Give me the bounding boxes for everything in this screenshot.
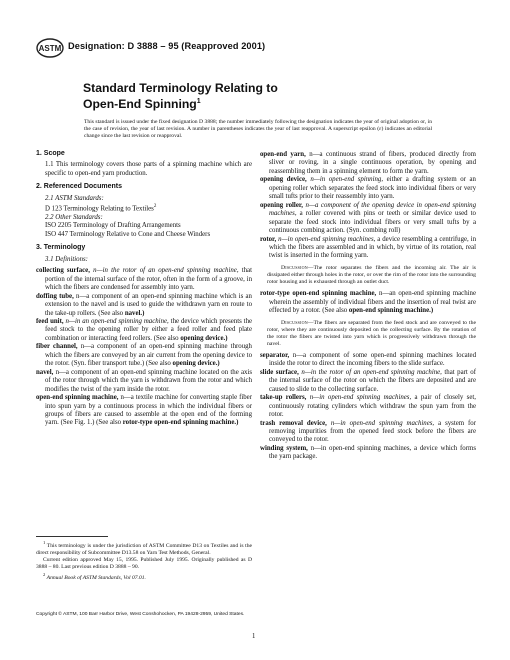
term-open-end-yarn: open-end yarn, n—a continuous strand of fibers, produced directly from sliver or roving, in a single continuous operation, by opening and reassembling them in a spinning element to form the yarn. bbox=[260, 151, 476, 175]
term-opening-device: opening device, n—in open-end spinning, either a drafting system or an opening roller which separates the feed stock into individual fibers or very small tufts prior to their reassembly into yarn. bbox=[260, 176, 476, 201]
svg-text:ASTM: ASTM bbox=[38, 44, 62, 53]
ref-astm-label: 2.1 ASTM Standards: bbox=[45, 194, 104, 202]
term-doffing-tube: doffing tube, n—a component of an open-end spinning machine which is an extension to the navel and is used to guide the withdrawn yarn en route to the take-up rollers. (See also navel.) bbox=[36, 292, 252, 317]
page-title bbox=[83, 81, 278, 111]
section-scope-heading: 1. Scope bbox=[36, 150, 65, 157]
footnote-1: $^1$ This terminology is under the jurisdiction of ASTM Committee D13 on Textiles and is the direct responsibility of Subcommittee D13.58 on Yarn Test Methods, General. bbox=[36, 540, 252, 556]
section-terminology-heading: 3. Terminology bbox=[36, 244, 86, 252]
footnote-1-edition: Current edition approved May 15, 1995. Published July 1995. Originally published as D 3888 – 80. Last previous edition D 3888 – 90. bbox=[36, 557, 252, 571]
right-column bbox=[260, 151, 476, 462]
scope-text: 1.1 This terminology covers those parts of a spinning machine which are specific to open-end yarn production. bbox=[45, 161, 252, 177]
ref-iso447: ISO 447 Terminology Relative to Cone and Cheese Winders bbox=[45, 230, 211, 238]
footnote-divider bbox=[36, 536, 108, 537]
term-fiber-channel: fiber channel, n—a component of an open-end spinning machine through which the fibers are conveyed by an air current from the opening device to the rotor. (Syn. fiber transport tube.) (See also opening device.) bbox=[36, 343, 252, 368]
term-open-end-spinning-machine: open-end spinning machine, n—a textile machine for converting staple fiber into spun yarn by a continuous process in which the individual fibers or groups of fibers are caused to assemble at the open end of the forming yarn. (See Fig. 1.) (See also rotor-type open-end spinning machine.) bbox=[36, 394, 253, 427]
astm-logo-icon bbox=[36, 38, 64, 58]
term-rotor-type-machine: rotor-type open-end spinning machine, n—an open-end spinning machine wherein the assembly of individual fibers and the insertion of real twist are effected by a rotor. (See also open-end spinning machine.) bbox=[260, 290, 476, 315]
term-opening-roller: opening roller, n—a component of the opening device in open-end spinning machines, a roller covered with pins or teeth or similar device used to separate the feed stock into individual fibers or very small tufts by a continuous combing action. (Syn. combing roll) bbox=[260, 201, 476, 235]
section-references-heading: 2. Referenced Documents bbox=[36, 183, 122, 191]
term-take-up-rollers: take-up rollers, n—in open-end spinning machines, a pair of closely set, continuously rotating cylinders which withdraw the spun yarn from the rotor. bbox=[260, 394, 476, 419]
term-navel: navel, n—a component of an open-end spinning machine located on the axis of the rotor through which the yarn is withdrawn from the rotor and which modifies the twist of the yarn inside the rotor. bbox=[36, 368, 252, 393]
term-rotor: rotor, n—in open-end spinning machines, a device resembling a centrifuge, in which the fibers are assembled and in which, by virtue of its rotation, real twist is inserted in the forming yarn. bbox=[260, 235, 477, 260]
footnote-2: $^2$ Annual Book of ASTM Standards, Vol 07.01. bbox=[43, 572, 146, 581]
discussion-rotor: Discussion—The rotor separates the fibers and the incoming air. The air is dissipated either through holes in the rotor, or over the rim of the rotor into the surrounding rotor housing and is exhausted through an outlet duct. bbox=[267, 264, 476, 286]
term-trash-removal-device: trash removal device, n—in open-end spinning machines, a system for removing impurities from the opened feed stock before the fibers are conveyed to the rotor. bbox=[260, 419, 477, 444]
left-column bbox=[36, 150, 252, 428]
term-winding-system: winding system, n—in open-end spinning machines, a device which forms the yarn package. bbox=[260, 444, 476, 461]
title-line-1: Standard Terminology Relating to bbox=[83, 81, 278, 95]
definitions-label: 3.1 Definitions: bbox=[45, 255, 88, 263]
discussion-rotor-type-machine: Discussion—The fibers are separated from the feed stock and are conveyed to the rotor, where they are continuously deposited on the collecting surface. By the rotation of the rotor the fibers are twisted into yarn which is progressively withdrawn through the navel. bbox=[267, 319, 476, 347]
term-separator: separator, n—a component of some open-end spinning machines located inside the rotor to direct the incoming fibers to the slide surface. bbox=[260, 351, 477, 368]
copyright-line: Copyright © ASTM, 100 Barr Harbor Drive, West Conshohocken, PA 19428-2959, United States. bbox=[36, 612, 245, 617]
ref-iso2205: ISO 2205 Terminology of Drafting Arrangements bbox=[45, 222, 181, 230]
term-collecting-surface: collecting surface, n—in the rotor of an open-end spinning machine, that portion of the internal surface of the rotor, often in the form of a groove, in which the fibers are condensed for assembly into yarn. bbox=[36, 267, 252, 292]
ref-d123: D 123 Terminology Relating to Textiles$^2$ bbox=[45, 204, 157, 213]
ref-other-label: 2.2 Other Standards: bbox=[45, 214, 103, 221]
term-slide-surface: slide surface, n—in the rotor of an open-end spinning machine, that part of the internal surface of the rotor on which the fibers are deposited and are caused to slide to the collecting surface. bbox=[260, 368, 477, 393]
term-feed-unit: feed unit, n—in an open-end spinning machine, the device which presents the feed stock to the opening roller by either a feed roller and feed plate combination or interacting feed rollers. (See also opening device.) bbox=[36, 317, 253, 342]
title-line-2: Open-End Spinning$^1$ bbox=[83, 97, 201, 112]
issuance-notice: This standard is issued under the fixed designation D 3888; the number immediately following the designation indicates the year of original adoption or, in the case of revision, the year of last revision. A number in parentheses indicates the year of last reapproval. A superscript epsilon (ε) indicates an editorial change since the last revision or reapproval. bbox=[84, 119, 432, 140]
footnotes bbox=[36, 540, 252, 583]
page-number: 1 bbox=[252, 633, 256, 640]
designation: Designation: D 3888 – 95 (Reapproved 2001) bbox=[68, 41, 266, 51]
